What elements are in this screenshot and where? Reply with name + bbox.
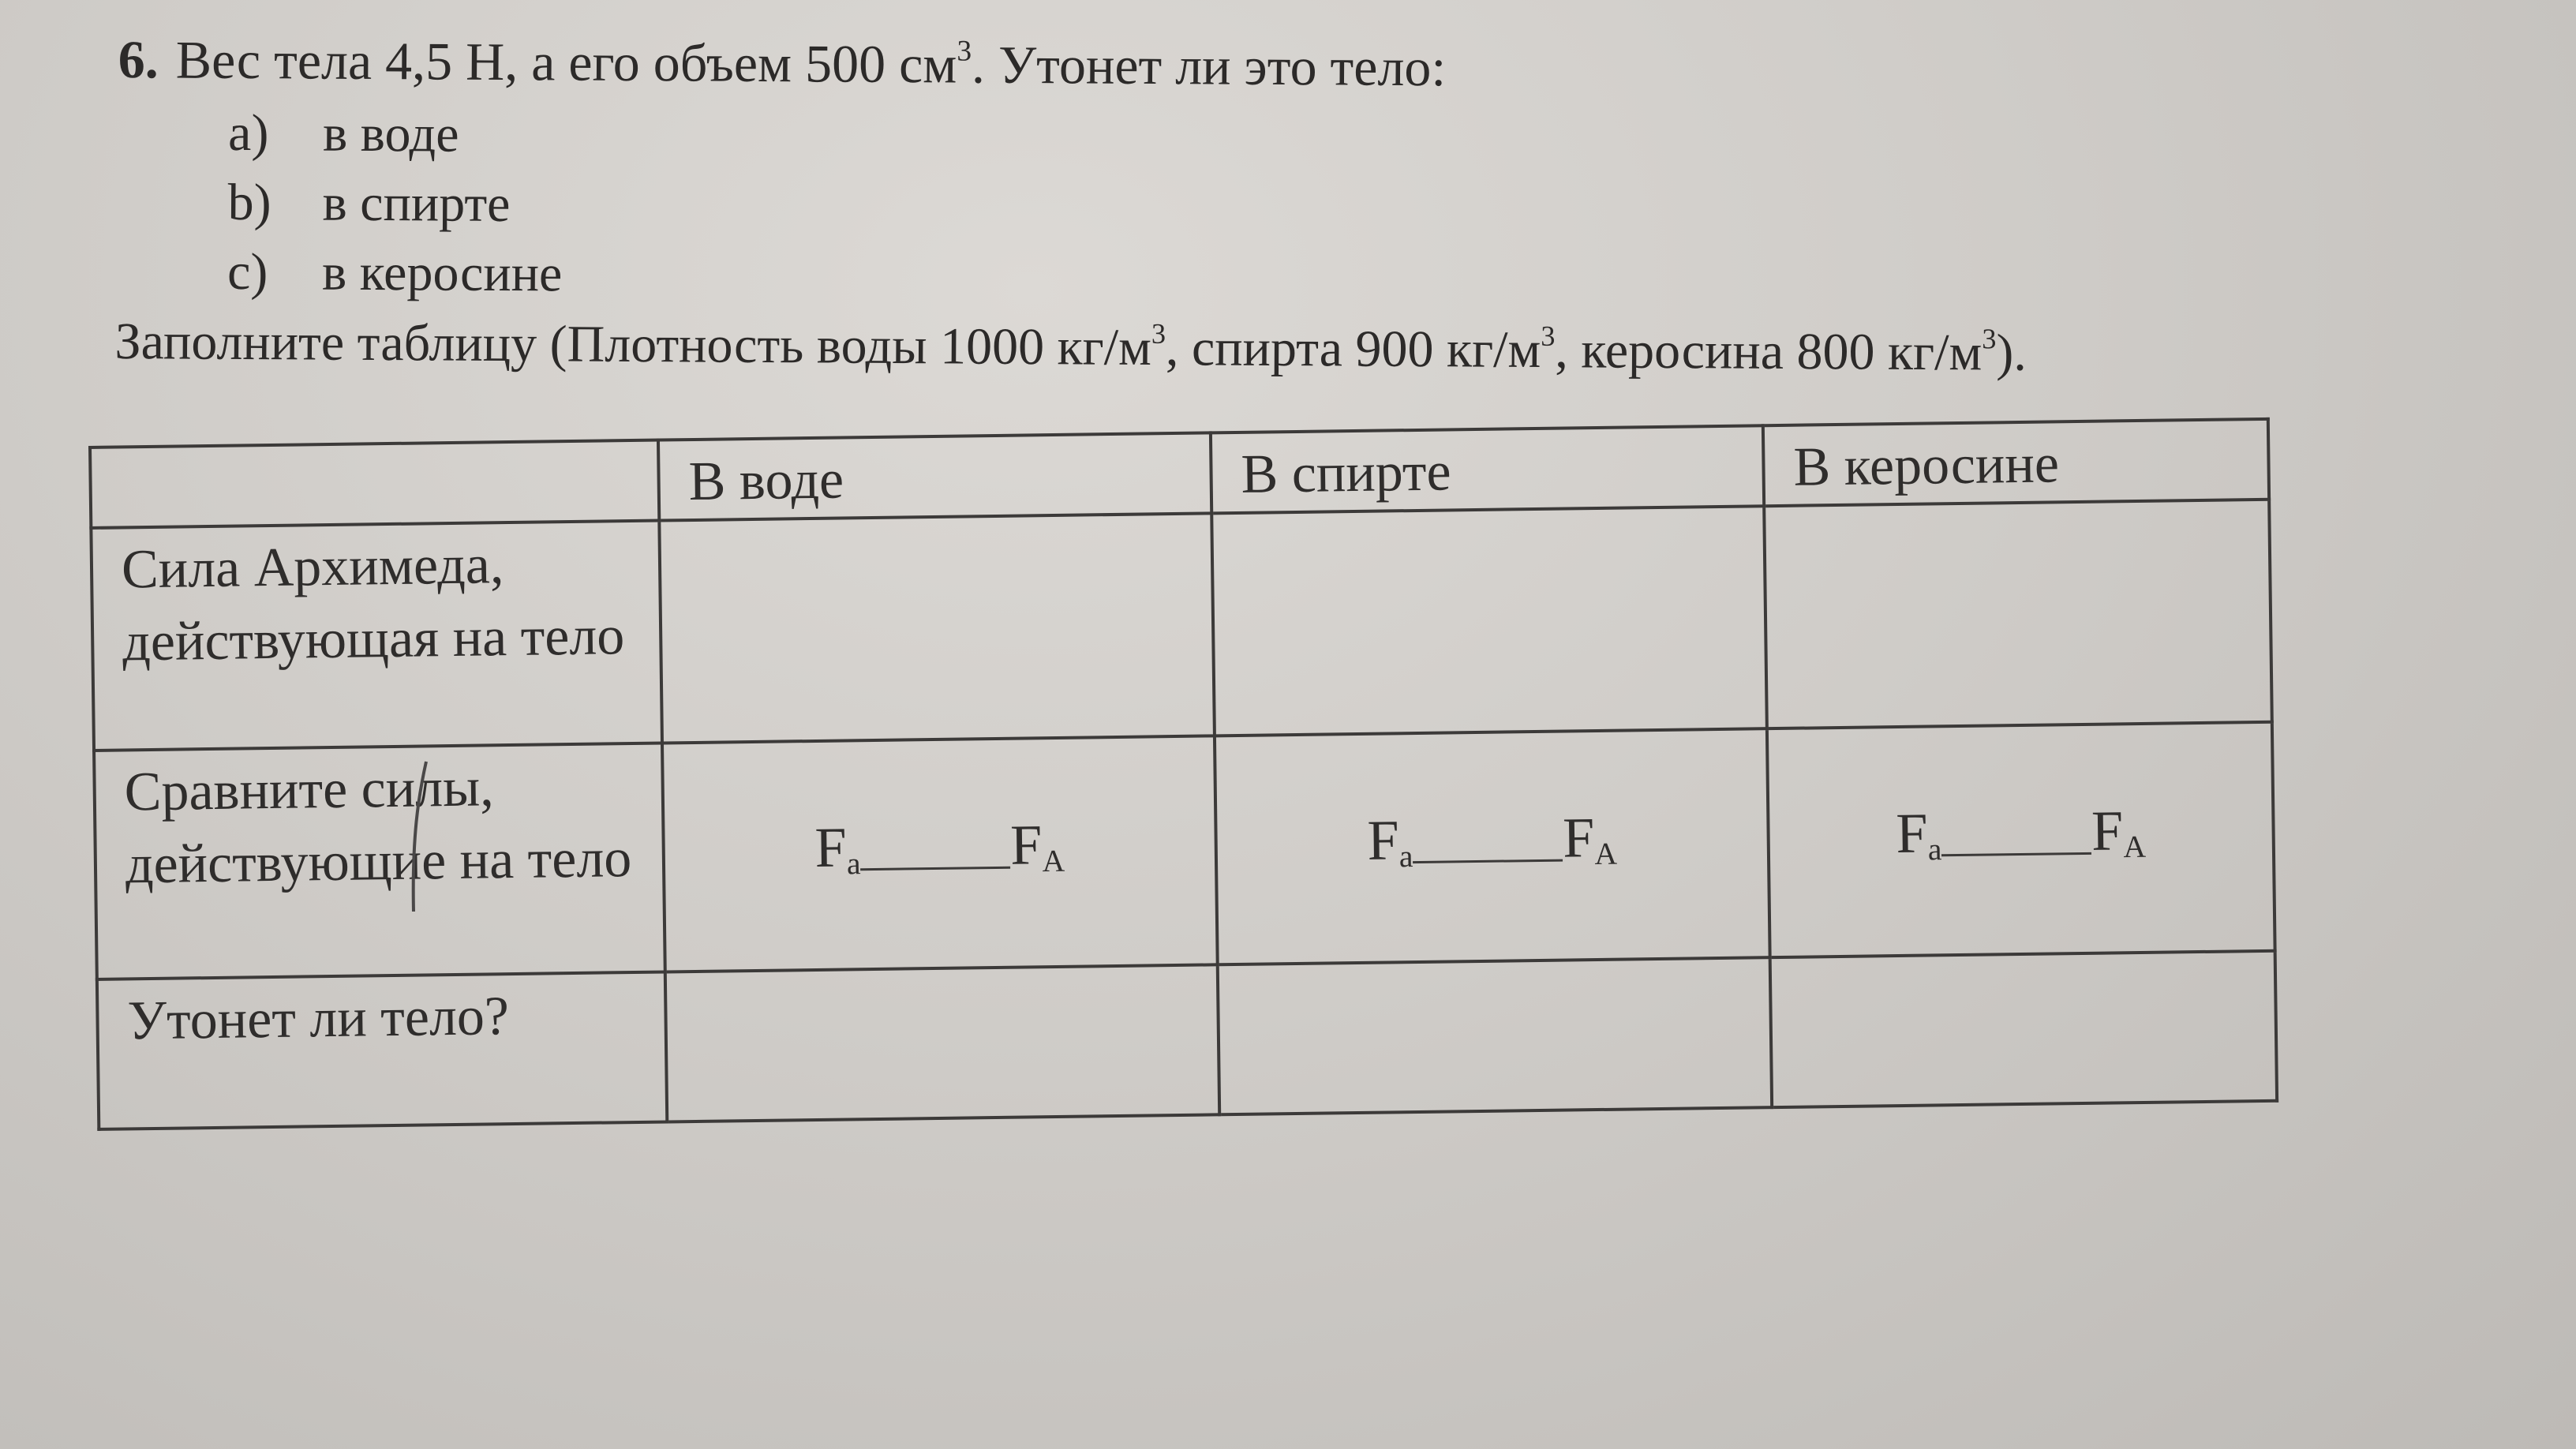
- instruction-exponent: 3: [1982, 323, 1997, 355]
- header-alcohol: В спирте: [1211, 425, 1764, 513]
- force-symbol: F: [2091, 798, 2124, 863]
- answer-cell-water[interactable]: [659, 513, 1215, 743]
- question-line: [118, 24, 2446, 109]
- option-c: [227, 238, 2445, 320]
- force-subscript: A: [1594, 836, 1618, 871]
- compare-cell-water[interactable]: [662, 736, 1218, 972]
- force-comparison: [1895, 798, 2147, 867]
- option-text: в спирте: [322, 174, 511, 234]
- compare-cell-alcohol[interactable]: [1215, 728, 1770, 964]
- option-b: [227, 168, 2445, 251]
- blank-line[interactable]: [861, 864, 1011, 870]
- question-text: Вес тела 4,5 Н, а его объем 500 см: [175, 29, 957, 95]
- fill-table-instruction: [114, 306, 2444, 391]
- instruction-part: Заполните таблицу (Плотность воды 1000 кг/м: [114, 312, 1152, 377]
- force-subscript: a: [1398, 838, 1413, 874]
- row-label-compare-forces: Сравните силы, действующие на тело: [94, 743, 665, 979]
- answer-cell-kerosene[interactable]: [1770, 951, 2277, 1107]
- instruction-exponent: 3: [1541, 320, 1556, 352]
- row-label-will-sink: Утонет ли тело?: [97, 972, 667, 1129]
- header-empty: [90, 440, 659, 528]
- force-symbol: F: [1367, 807, 1400, 872]
- force-subscript: A: [1042, 843, 1065, 878]
- option-letter: c): [227, 242, 268, 301]
- option-text: в керосине: [321, 243, 563, 303]
- answer-cell-kerosene[interactable]: [1764, 500, 2272, 728]
- pen-mark: [402, 758, 434, 915]
- option-a: [228, 99, 2446, 182]
- table-row: [97, 951, 2277, 1129]
- question-text-end: . Утонет ли это тело:: [971, 34, 1447, 98]
- force-symbol: F: [1009, 812, 1043, 877]
- header-water: В воде: [658, 432, 1211, 520]
- force-symbol: F: [814, 815, 848, 879]
- blank-line[interactable]: [1413, 857, 1563, 863]
- answer-cell-alcohol[interactable]: [1218, 957, 1772, 1114]
- force-subscript: a: [1927, 831, 1942, 867]
- instruction-part: , спирта 900 кг/м: [1165, 319, 1541, 380]
- header-kerosene: В керосине: [1763, 419, 2269, 506]
- answer-cell-alcohol[interactable]: [1211, 506, 1767, 736]
- force-comparison: [814, 812, 1065, 881]
- blank-line[interactable]: [1941, 850, 2091, 856]
- problem-number: 6.: [118, 28, 159, 90]
- force-symbol: F: [1895, 801, 1929, 865]
- instruction-part: , керосина 800 кг/м: [1555, 321, 1983, 382]
- instruction-part: ).: [1996, 324, 2027, 382]
- force-symbol: F: [1562, 805, 1595, 870]
- answer-options: [227, 99, 2447, 320]
- instruction-exponent: 3: [1151, 317, 1166, 350]
- force-subscript: A: [2123, 829, 2147, 864]
- force-comparison: [1367, 805, 1618, 874]
- answer-cell-water[interactable]: [665, 964, 1219, 1121]
- problem-block: [116, 24, 2447, 391]
- question-unit-exponent: 3: [957, 35, 972, 68]
- option-letter: b): [227, 173, 271, 232]
- force-subscript: a: [846, 845, 861, 881]
- row-label-archimedes-force: Сила Архимеда, действующая на тело: [91, 521, 662, 751]
- option-text: в воде: [322, 104, 459, 163]
- table-row: [91, 500, 2271, 751]
- option-letter: a): [227, 103, 269, 163]
- compare-cell-kerosene[interactable]: [1767, 722, 2275, 957]
